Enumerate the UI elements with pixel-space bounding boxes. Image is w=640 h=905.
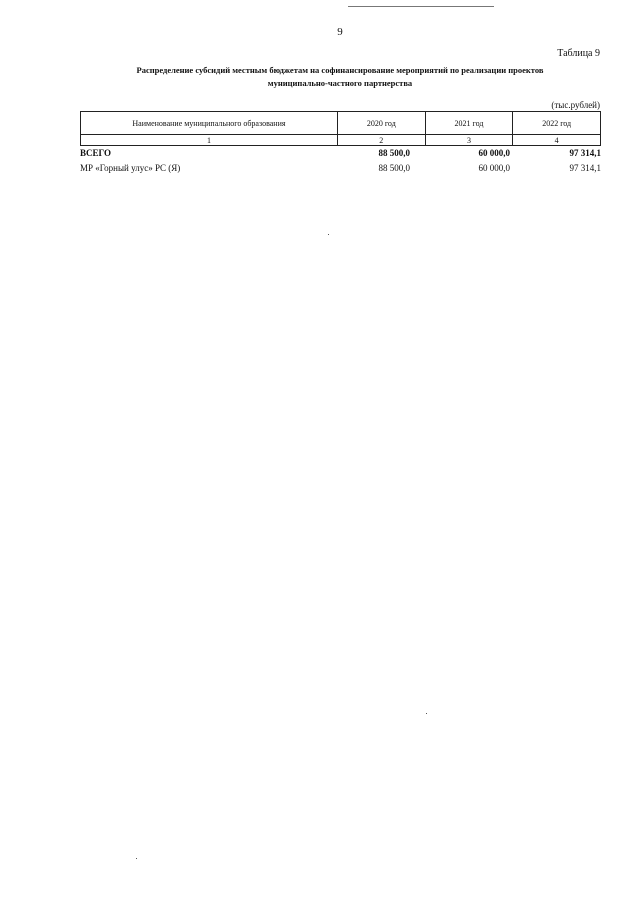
header-2020: 2020 год — [337, 112, 425, 135]
units-label: (тыс.рублей) — [551, 100, 600, 110]
top-rule — [348, 6, 494, 7]
header-2022: 2022 год — [513, 112, 601, 135]
title-line-2: муниципально-частного партнерства — [267, 78, 413, 88]
value-2021: 60 000,0 — [478, 148, 510, 158]
row-name: ВСЕГО — [80, 148, 112, 158]
index-cell-3: 3 — [425, 135, 513, 146]
value-2020: 88 500,0 — [378, 148, 410, 158]
document-title — [70, 64, 610, 90]
subsidy-table — [80, 111, 601, 146]
header-2021: 2021 год — [425, 112, 513, 135]
scan-speck — [426, 713, 427, 714]
index-cell-4: 4 — [513, 135, 601, 146]
row-name: МР «Горный улус» РС (Я) — [80, 163, 181, 173]
title-line-1: Распределение субсидий местным бюджетам на софинансирование мероприятий по реализации проектов — [136, 65, 544, 75]
scan-speck — [328, 234, 329, 235]
index-cell-2: 2 — [337, 135, 425, 146]
table-label: Таблица 9 — [557, 48, 600, 59]
value-2021: 60 000,0 — [478, 163, 510, 173]
header-municipality: Наименование муниципального образования — [81, 112, 338, 135]
column-index-row — [81, 135, 601, 146]
scan-speck — [136, 858, 137, 859]
index-cell-1: 1 — [81, 135, 338, 146]
header-row — [81, 112, 601, 135]
page-number: 9 — [337, 26, 343, 38]
value-2020: 88 500,0 — [378, 163, 410, 173]
value-2022: 97 314,1 — [569, 163, 601, 173]
value-2022: 97 314,1 — [569, 148, 601, 158]
